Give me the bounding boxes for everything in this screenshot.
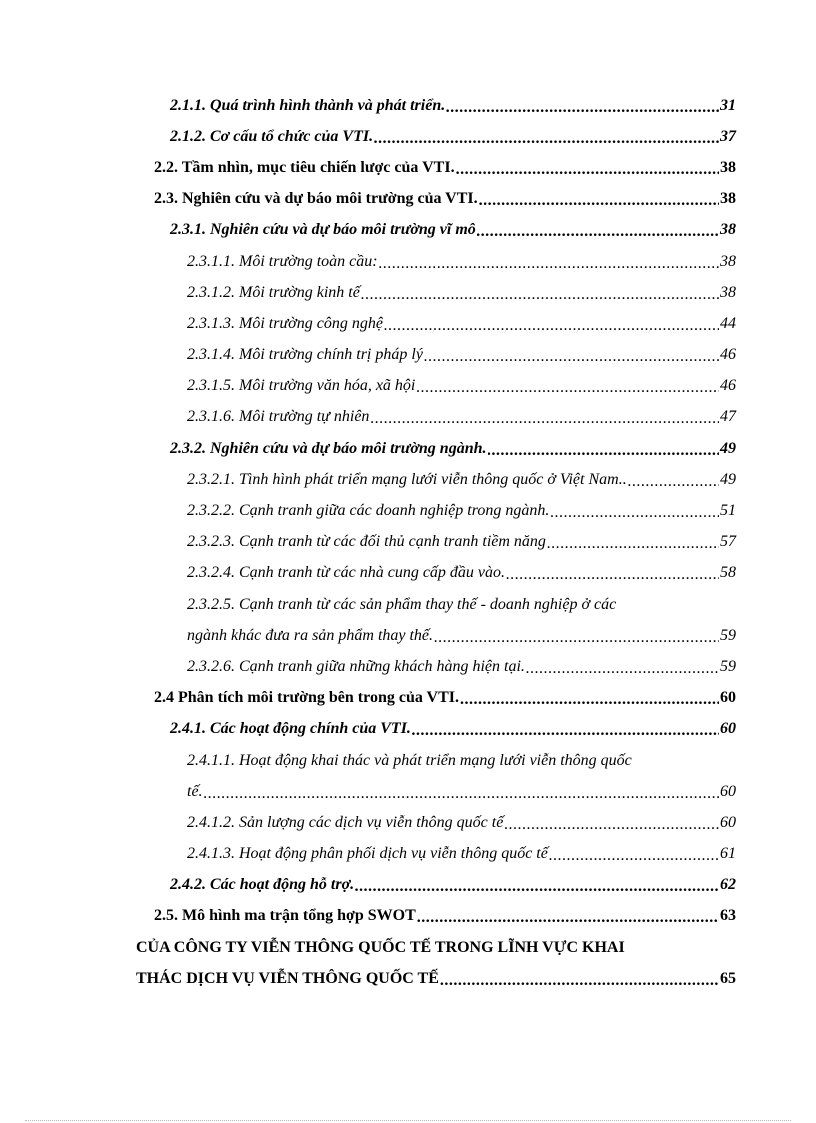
toc-entry[interactable]	[0, 464, 736, 495]
toc-entry-title: 2.5. Mô hình ma trận tổng hợp SWOT	[154, 907, 416, 925]
dot-leader	[549, 847, 719, 865]
toc-entry-title: 2.4.1.1. Hoạt động khai thác và phát triển mạng lưới viễn thông quốc	[187, 751, 632, 769]
toc-entry-title: 2.3.2.3. Cạnh tranh từ các đối thủ cạnh tranh tiềm năng	[187, 533, 546, 551]
toc-entry-page-number: 44	[720, 314, 736, 332]
toc-entry-title: 2.3.1.5. Môi trường văn hóa, xã hội	[187, 377, 416, 395]
toc-entry-title: 2.3.1.1. Môi trường toàn cầu:	[187, 252, 378, 270]
toc-entry[interactable]	[0, 215, 736, 246]
toc-entry-title: 2.4.1.2. Sản lượng các dịch vụ viễn thông quốc tế	[187, 813, 504, 831]
dot-leader	[204, 785, 719, 803]
dot-leader	[440, 972, 719, 990]
toc-entry-page-number: 47	[720, 408, 736, 426]
toc-entry-title: 2.2. Tầm nhìn, mục tiêu chiến lược của VTI.	[154, 158, 455, 176]
toc-entry-page-number: 60	[720, 813, 736, 831]
toc-entry-page-number: 61	[720, 845, 736, 863]
toc-entry-title: 2.3.1.6. Môi trường tự nhiên	[187, 408, 370, 426]
toc-entry-title: 2.3.2.2. Cạnh tranh giữa các doanh nghiệp trong ngành.	[187, 502, 550, 520]
toc-entry[interactable]	[0, 776, 736, 807]
dot-leader	[479, 192, 719, 210]
dot-leader	[412, 722, 719, 740]
toc-entry-page-number: 60	[720, 689, 736, 707]
toc-entry-page-number: 49	[720, 470, 736, 488]
dot-leader	[446, 99, 719, 117]
toc-entry-title: THÁC DỊCH VỤ VIỄN THÔNG QUỐC TẾ	[136, 969, 439, 987]
toc-entry[interactable]	[0, 371, 736, 402]
toc-entry-title: 2.3.2.6. Cạnh tranh giữa những khách hàng hiện tại.	[187, 657, 525, 675]
toc-entry[interactable]	[0, 901, 736, 932]
toc-entry[interactable]	[0, 90, 736, 121]
toc-entry-page-number: 63	[720, 907, 736, 925]
toc-entry[interactable]	[0, 683, 736, 714]
toc-entry-page-number: 59	[720, 626, 736, 644]
dot-leader	[384, 317, 719, 335]
table-of-contents	[0, 90, 816, 994]
toc-entry-page-number: 46	[720, 346, 736, 364]
toc-entry[interactable]	[0, 963, 736, 994]
toc-entry-page-number: 31	[720, 96, 736, 114]
toc-entry-page-number: 37	[720, 127, 736, 145]
dot-leader	[550, 504, 719, 522]
dot-leader	[379, 255, 719, 273]
toc-entry-title: 2.3.1.3. Môi trường công nghệ	[187, 314, 383, 332]
toc-entry-page-number: 38	[720, 283, 736, 301]
toc-entry-title: ngành khác đưa ra sản phẩm thay thế.	[187, 626, 434, 644]
toc-entry-title: 2.3.1. Nghiên cứu và dự báo môi trường vĩ mô	[170, 221, 476, 239]
dot-leader	[434, 629, 719, 647]
dot-leader	[424, 348, 719, 366]
toc-entry-title: 2.3.2. Nghiên cứu và dự báo môi trường ngành.	[170, 439, 487, 457]
toc-entry-page-number: 59	[720, 657, 736, 675]
toc-entry-page-number: 65	[720, 969, 736, 987]
toc-entry-page-number: 38	[720, 158, 736, 176]
toc-entry[interactable]	[0, 340, 736, 371]
toc-entry-title: 2.3.2.4. Cạnh tranh từ các nhà cung cấp đầu vào.	[187, 564, 506, 582]
dot-leader	[417, 909, 719, 927]
toc-entry-page-number: 38	[720, 252, 736, 270]
toc-entry-page-number: 46	[720, 377, 736, 395]
toc-entry[interactable]	[0, 433, 736, 464]
dot-leader	[477, 223, 719, 241]
toc-entry-page-number: 57	[720, 533, 736, 551]
toc-entry[interactable]	[0, 308, 736, 339]
toc-entry-title: tế.	[187, 782, 203, 800]
dot-leader	[504, 816, 719, 834]
toc-entry-title: 2.3.2.1. Tình hình phát triển mạng lưới viễn thông quốc ở Việt Nam..	[187, 470, 627, 488]
toc-entry[interactable]	[0, 558, 736, 589]
toc-entry-title: 2.4 Phân tích môi trường bên trong của VTI.	[154, 689, 460, 707]
toc-entry-page-number: 62	[720, 876, 736, 894]
toc-entry-title: 2.3. Nghiên cứu và dự báo môi trường của VTI.	[154, 190, 478, 208]
toc-entry[interactable]	[0, 402, 736, 433]
toc-entry-title: 2.1.1. Quá trình hình thành và phát triển.	[170, 96, 446, 114]
dot-leader	[526, 660, 719, 678]
toc-entry-title: 2.3.1.2. Môi trường kinh tế	[187, 283, 360, 301]
toc-entry[interactable]	[0, 184, 736, 215]
toc-entry[interactable]	[0, 870, 736, 901]
toc-entry[interactable]	[0, 589, 736, 620]
toc-entry-title: 2.3.1.4. Môi trường chính trị pháp lý	[187, 346, 423, 364]
toc-entry[interactable]	[0, 745, 736, 776]
dot-leader	[456, 161, 719, 179]
dot-leader	[506, 566, 719, 584]
toc-entry[interactable]	[0, 152, 736, 183]
toc-entry[interactable]	[0, 246, 736, 277]
toc-entry-title: 2.4.1. Các hoạt động chính của VTI.	[170, 720, 411, 738]
toc-entry[interactable]	[0, 495, 736, 526]
toc-entry-title: CỦA CÔNG TY VIỄN THÔNG QUỐC TẾ TRONG LĨNH VỰC KHAI	[136, 938, 625, 956]
toc-entry[interactable]	[0, 620, 736, 651]
page-bottom-rule	[25, 1120, 791, 1121]
toc-entry[interactable]	[0, 714, 736, 745]
dot-leader	[628, 473, 719, 491]
toc-entry[interactable]	[0, 121, 736, 152]
dot-leader	[370, 410, 719, 428]
toc-entry-page-number: 60	[720, 720, 736, 738]
toc-entry-page-number: 38	[720, 221, 736, 239]
toc-entry[interactable]	[0, 651, 736, 682]
dot-leader	[488, 442, 720, 460]
toc-entry-title: 2.3.2.5. Cạnh tranh từ các sản phẩm thay thế - doanh nghiệp ở các	[187, 595, 617, 613]
toc-entry-page-number: 49	[720, 439, 736, 457]
dot-leader	[547, 535, 719, 553]
toc-entry[interactable]	[0, 807, 736, 838]
dot-leader	[460, 691, 719, 709]
toc-entry-title: 2.1.2. Cơ cấu tổ chức của VTI.	[170, 127, 374, 145]
toc-entry-title: 2.4.1.3. Hoạt động phân phối dịch vụ viễn thông quốc tế	[187, 845, 548, 863]
dot-leader	[355, 878, 719, 896]
toc-entry[interactable]	[0, 527, 736, 558]
toc-entry[interactable]	[0, 839, 736, 870]
toc-entry[interactable]	[0, 932, 736, 963]
dot-leader	[374, 130, 719, 148]
toc-entry-page-number: 38	[720, 190, 736, 208]
dot-leader	[361, 286, 719, 304]
toc-entry-page-number: 51	[720, 502, 736, 520]
dot-leader	[416, 379, 719, 397]
toc-entry-title: 2.4.2. Các hoạt động hỗ trợ.	[170, 876, 355, 894]
toc-entry-page-number: 58	[720, 564, 736, 582]
toc-entry[interactable]	[0, 277, 736, 308]
toc-entry-page-number: 60	[720, 782, 736, 800]
